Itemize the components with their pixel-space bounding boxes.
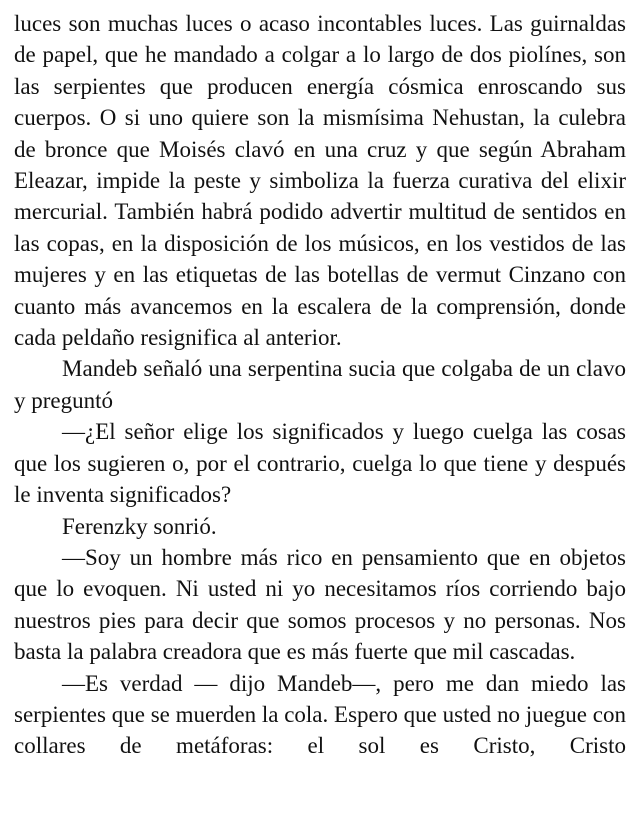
paragraph-continuation: luces son muchas luces o acaso incontables luces. Las guirnaldas de papel, que he mandado a colgar a lo largo de dos piolínes, son las serpientes que producen energía cósmica enroscando sus cuerpos. O si uno quiere son la mismísima Nehustan, la culebra de bronce que Moisés clavó en una cruz y que según Abraham Eleazar, impide la peste y simboliza la fuerza curativa del elixir mercurial. También habrá podido advertir multitud de sentidos en las copas, en la disposición de los músicos, en los vestidos de las mujeres y en las etiquetas de las botellas de vermut Cinzano con cuanto más avancemos en la escalera de la comprensión, donde cada peldaño resignifica al anterior. xyxy=(14,11,626,351)
book-page xyxy=(14,8,626,762)
paragraph-ferenzky-reply: —Soy un hombre más rico en pensamiento que en objetos que lo evoquen. Ni usted ni yo necesitamos ríos corriendo bajo nuestros pies para decir que somos procesos y no personas. Nos basta la palabra creadora que es más fuerte que mil cascadas. xyxy=(14,544,626,665)
paragraph-mandeb-points: Mandeb señaló una serpentina sucia que colgaba de un clavo y preguntó xyxy=(14,356,626,413)
paragraph-mandeb-question: —¿El señor elige los significados y luego cuelga las cosas que los sugieren o, por el contrario, cuelga lo que tiene y después le inventa significados? xyxy=(14,419,626,508)
paragraph-mandeb-reply: —Es verdad — dijo Mandeb—, pero me dan miedo las serpientes que se muerden la cola. Espero que usted no juegue con collares de metáforas: el sol es Cristo, Cristo xyxy=(14,670,626,759)
paragraph-ferenzky-smiles: Ferenzky sonrió. xyxy=(62,513,217,539)
